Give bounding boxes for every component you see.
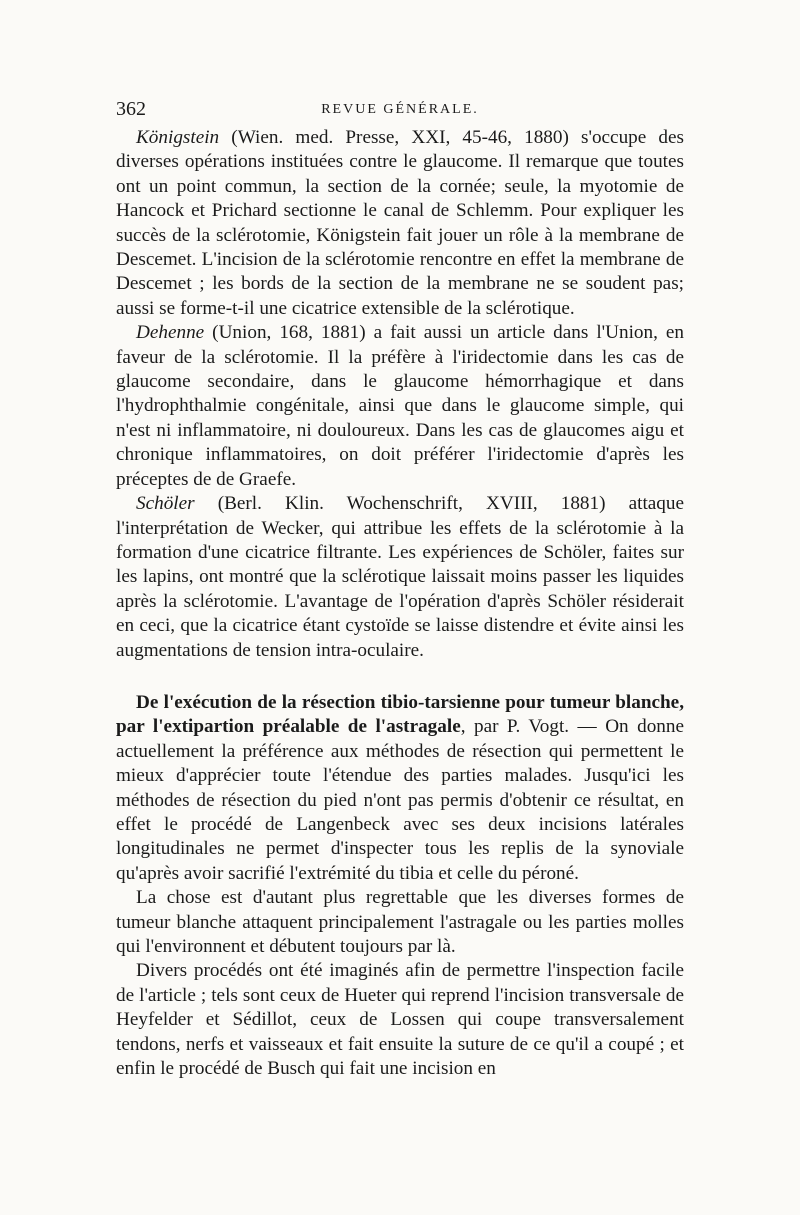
section-separator [116, 663, 684, 691]
author-name: Dehenne [136, 322, 205, 344]
running-title: REVUE GÉNÉRALE. [321, 102, 479, 117]
paragraph-text: (Wien. med. Presse, XXI, 45-46, 1880) s'occupe des diverses opérations instituées contre le glaucome. Il remarque que toutes ont un point commun, la section de la cornée; seule, la myotomie de Hancock et Prichard sectionne le canal de Schlemm. Pour expliquer les succès de la sclérotomie, Königstein fait jouer un rôle à la membrane de Descemet. L'incision de la sclérotomie rencontre en effet la membrane de Descemet ; les bords de la section de la membrane ne se soudent pas; aussi se forme-t-il une cicatrice extensible de la sclérotique. [116, 127, 684, 319]
article-heading-paragraph [116, 691, 684, 886]
page-body [116, 126, 684, 1081]
page-header [116, 98, 684, 128]
author-name: Schöler [136, 493, 195, 515]
paragraph-text: (Union, 168, 1881) a fait aussi un article dans l'Union, en faveur de la sclérotomie. Il la préfère à l'iridectomie dans les cas de glaucome secondaire, dans le glaucome hémorrhagique et dans l'hydrophthalmie congénitale, ainsi que dans le glaucome simple, qui n'est ni inflammatoire, ni douloureux. Dans les cas de glaucomes aigu et chronique inflammatoires, on doit préférer l'iridectomie d'après les préceptes de de Graefe. [116, 322, 684, 490]
article-title: De l'exécution de la résection tibio-tarsienne pour tumeur blanche, par l'extipartion préalable de l'astragale [116, 691, 684, 738]
paragraph-tumeur: La chose est d'autant plus regrettable que les diverses formes de tumeur blanche attaquent principalement l'astragale ou les parties molles qui l'environnent et débutent toujours par là. [116, 887, 684, 957]
paragraph-text: (Berl. Klin. Wochenschrift, XVIII, 1881) attaque l'interprétation de Wecker, qui attribue les effets de la sclérotomie à la formation d'une cicatrice filtrante. Les expériences de Schöler, faites sur les lapins, ont montré que la sclérotique laissait moins passer les liquides après la sclérotomie. L'avantage de l'opération d'après Schöler résiderait en ceci, que la cicatrice étant cystoïde se laisse distendre et évite ainsi les augmentations de tension intra-oculaire. [116, 493, 684, 661]
paragraph-procedes: Divers procédés ont été imaginés afin de permettre l'inspection facile de l'article ; tels sont ceux de Hueter qui reprend l'incision transversale de Heyfelder et Sédillot, ceux de Lossen qui coupe transversalement tendons, nerfs et vaisseaux et fait ensuite la suture de ce qu'il a coupé ; et enfin le procédé de Busch qui fait une incision en [116, 960, 684, 1080]
page-number: 362 [116, 98, 146, 120]
author-name: Königstein [136, 127, 220, 148]
paragraph-konigstein [116, 126, 684, 321]
paragraph-text: , par P. Vogt. — On donne actuellement la préférence aux méthodes de résection qui permettent le mieux d'apprécier toute l'étendue des parties malades. Jusqu'ici les méthodes de résection du pied n'ont pas permis d'obtenir ce résultat, en effet le procédé de Langenbeck avec ses deux incisions latérales longitudinales ne permet d'inspecter tous les replis de la synoviale qu'après avoir sacrifié l'extrémité du tibia et celle du péroné. [116, 716, 684, 884]
paragraph-dehenne [116, 321, 684, 492]
paragraph-scholer [116, 492, 684, 663]
